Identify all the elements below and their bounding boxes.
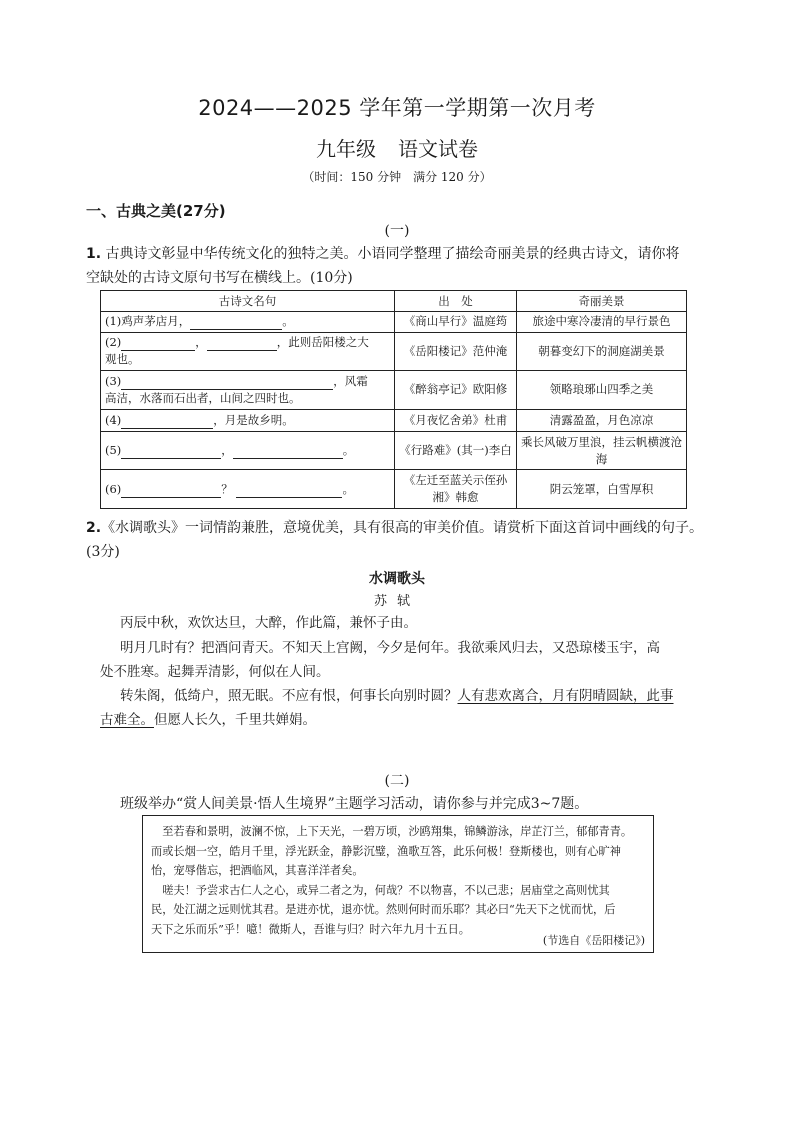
poem-stanza: 明月几时有？把酒问青天。不知天上宫阙，今夕是何年。我欲乘风归去，又恐琼楼玉宇，高 [120,640,660,656]
passage-line: 民，处江湖之远则忧其君。是进亦忧，退亦忧。然则何时而乐耶？其必曰“先天下之忧而忧，后 [151,903,616,916]
source-cell: 《行路难》(其一)李白 [395,431,517,470]
column-header: 出 处 [395,291,517,312]
poem-text: 转朱阁，低绮户，照无眠。不应有恨，何事长向别时圆？ [120,688,458,704]
verse-cell [101,371,395,410]
scene-cell: 朝暮变幻下的洞庭湖美景 [517,332,687,371]
verse-text: (1)鸡声茅店月， [105,314,191,329]
source-cell: 《醉翁亭记》欧阳修 [395,371,517,410]
verse-text: ，月是故乡明。 [213,412,294,427]
activity-intro: 班级举办“赏人间美景·悟人生境界”主题学习活动，请你参与并完成3~7题。 [120,796,589,812]
passage-line: 至若春和景明，波澜不惊，上下天光，一碧万顷，沙鸥翔集，锦鳞游泳，岸芷汀兰，郁郁青青。 [151,825,633,838]
passage-line: 天下之乐而乐”乎！噫！微斯人，吾谁与归？时六年九月十五日。 [151,922,470,936]
verse-text: 。 [342,443,355,458]
poem-stanza: 处不胜寒。起舞弄清影，何似在人间。 [100,664,330,680]
subject-label: 语文试卷 [398,137,478,161]
poem-title: 水调歌头 [369,571,425,587]
verse-cell [101,312,395,332]
answer-blank[interactable] [121,485,221,498]
underlined-sentence: 人有悲欢离合，月有阴晴圆缺，此事 [457,688,674,704]
question-number: 1. [86,246,102,262]
table-row [101,431,687,470]
question-1-line1 [86,242,698,266]
poem-stanza [120,684,700,708]
source-cell: 《月夜忆舍弟》杜甫 [395,409,517,431]
verse-cell [101,409,395,431]
answer-blank[interactable] [121,377,333,390]
scene-cell: 旅途中寒冷凄清的早行景色 [517,312,687,332]
verse-cell [101,470,395,509]
passage-box [142,815,654,953]
verse-text: (4) [105,412,122,427]
question-1-line2: 空缺处的古诗文原句书写在横线上。(10分) [86,270,353,286]
source-cell: 《左迁至蓝关示侄孙湘》韩愈 [395,470,517,509]
question-text: 古典诗文彰显中华传统文化的独特之美。小语同学整理了描绘奇丽美景的经典古诗文，请你将 [105,246,680,262]
grade-label: 九年级 [316,137,376,161]
answer-blank[interactable] [233,446,343,459]
answer-blank[interactable] [207,338,277,351]
part-label: (一) [384,223,410,239]
verse-cell [101,332,395,371]
time-info: （时间：150 分钟 满分 120 分） [302,170,492,184]
passage-source: (节选自《岳阳楼记》) [542,934,645,947]
scene-cell: 清露盈盈，月色凉凉 [517,409,687,431]
section-heading: 一、古典之美(27分) [86,202,226,220]
answer-blank[interactable] [190,317,282,330]
poem-author: 苏轼 [373,594,420,609]
underlined-sentence: 古难全。 [100,712,154,728]
scene-cell: 领略琅琊山四季之美 [517,371,687,410]
verse-text: 高洁，水落而石出者，山间之四时也。 [105,390,301,405]
exam-title: 2024——2025 学年第一学期第一次月考 [198,96,596,120]
table-header-row [101,291,687,312]
answer-blank[interactable] [121,416,213,429]
question-number: 2. [86,520,102,536]
question-2-line2: (3分) [86,544,120,560]
verse-text: ， [221,443,233,458]
column-header: 古诗文名句 [101,291,395,312]
answer-blank[interactable] [236,485,342,498]
passage-line: 怡，宠辱偕忘，把酒临风，其喜洋洋者矣。 [151,864,364,877]
answer-blank[interactable] [121,446,221,459]
scene-cell: 乘长风破万里浪，挂云帆横渡沧海 [517,431,687,470]
source-cell: 《岳阳楼记》范仲淹 [395,332,517,371]
verse-text: (5) [105,443,122,458]
verse-text: ，此则岳阳楼之大 [276,335,369,350]
verse-text: 。 [282,314,294,329]
question-1 [86,242,698,290]
question-2 [86,516,706,564]
poem-text: 但愿人长久，千里共婵娟。 [154,712,316,728]
poem-table [100,290,687,509]
verse-text: (6) [105,481,122,496]
question-text: 《水调歌头》一词情韵兼胜，意境优美，具有很高的审美价值。请赏析下面这首词中画线的句子。 [101,520,704,536]
table-row [101,409,687,431]
verse-text: ？ [221,481,233,496]
verse-text: (2) [105,335,122,350]
source-cell: 《商山早行》温庭筠 [395,312,517,332]
poem-stanza [100,708,700,732]
exam-subtitle [0,133,794,162]
verse-text: (3) [105,373,122,388]
verse-text: ， [195,335,207,350]
poem-preface: 丙辰中秋，欢饮达旦，大醉，作此篇，兼怀子由。 [120,615,417,631]
table-row [101,371,687,410]
table-row [101,312,687,332]
passage-line: 嗟夫！予尝求古仁人之心，或异二者之为，何哉？不以物喜，不以己悲；居庙堂之高则忧其 [151,883,610,897]
passage-text [151,822,645,939]
scene-cell: 阴云笼罩，白雪厚积 [517,470,687,509]
verse-text: ，风霜 [333,373,368,388]
table-row [101,470,687,509]
verse-cell [101,431,395,470]
passage-line: 而或长烟一空，皓月千里，浮光跃金，静影沉璧，渔歌互答，此乐何极！登斯楼也，则有心旷神 [151,844,621,858]
table-row [101,332,687,371]
column-header: 奇丽美景 [517,291,687,312]
question-2-line1 [86,516,706,540]
answer-blank[interactable] [121,338,195,351]
verse-text: 。 [342,481,354,496]
part-label: (二) [384,773,410,789]
verse-text: 观也。 [105,352,140,367]
